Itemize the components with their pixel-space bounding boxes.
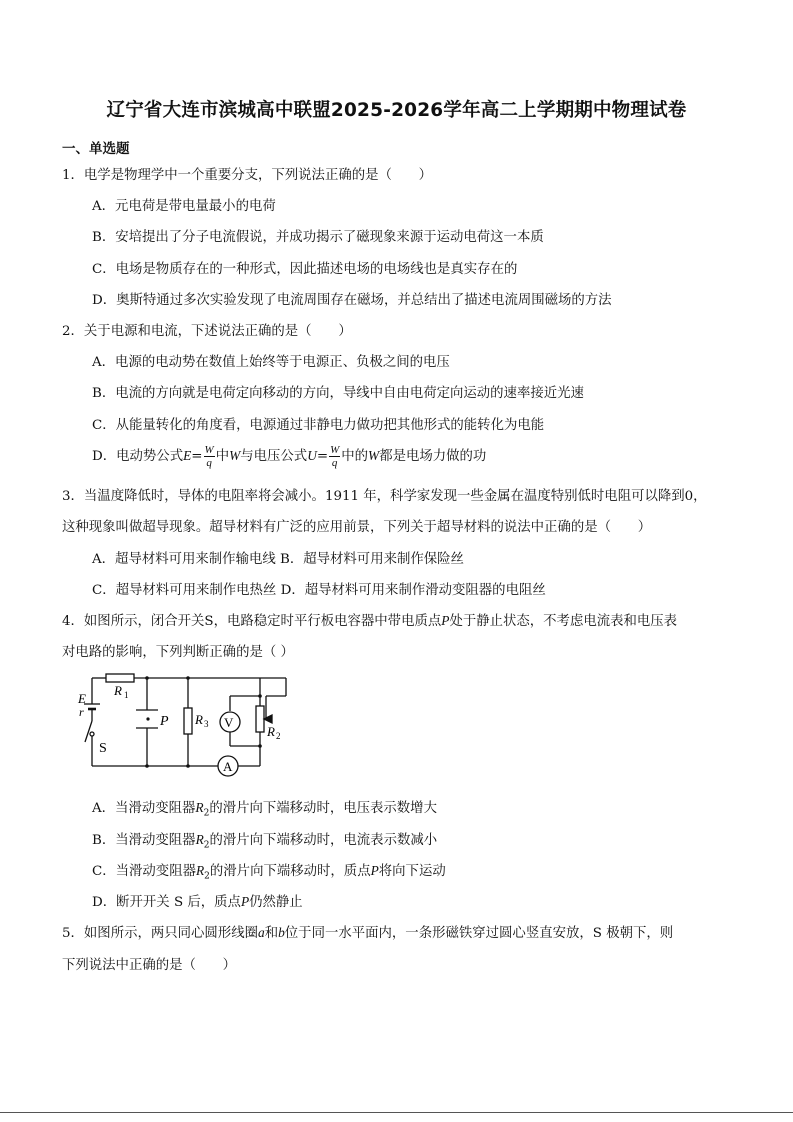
question-2-option-a: A．电源的电动势在数值上始终等于电源正、负极之间的电压 (92, 355, 450, 370)
label-a: A (223, 759, 233, 774)
question-1-option-c: C．电场是物质存在的一种形式，因此描述电场的电场线也是真实存在的 (92, 262, 518, 277)
question-3-options-cd: C．超导材料可用来制作电热丝 D．超导材料可用来制作滑动变阻器的电阻丝 (92, 583, 546, 598)
question-3-stem-line-2: 这种现象叫做超导现象。超导材料有广泛的应用前景，下列关于超导材料的说法中正确的是（ ） (62, 520, 652, 535)
question-1-option-b: B．安培提出了分子电流假说，并成功揭示了磁现象来源于运动电荷这一本质 (92, 230, 544, 245)
label-r1: R (114, 683, 122, 698)
resistor-r3 (184, 708, 192, 734)
label-r3: R (195, 712, 203, 727)
switch-contact (90, 732, 94, 736)
question-4-option-d: D．断开开关 S 后，质点P仍然静止 (92, 894, 303, 910)
question-1-stem: 1．电学是物理学中一个重要分支，下列说法正确的是（ ） (62, 168, 433, 183)
label-r: r (79, 705, 84, 719)
label-r2: R (267, 724, 275, 739)
label-r2-sub: 2 (276, 731, 281, 741)
section-heading: 一、单选题 (62, 141, 130, 157)
label-p: P (160, 714, 169, 729)
label-s: S (99, 741, 107, 756)
page-bottom-rule (0, 1112, 793, 1113)
question-3-stem-line-1: 3．当温度降低时，导体的电阻率将会减小。1911 年，科学家发现一些金属在温度特别低时电阻可以降到0， (62, 489, 707, 504)
question-4-stem-line-1: 4．如图所示，闭合开关S，电路稳定时平行板电容器中带电质点P处于静止状态，不考虑电流表和电压表 (62, 613, 678, 629)
formula-fraction-u: $\frac{W}{q}$ (330, 444, 340, 469)
question-4-option-a: A．当滑动变阻器$R_2$的滑片向下端移动时，电压表示数增大 (92, 800, 437, 819)
question-2-option-c: C．从能量转化的角度看，电源通过非静电力做功把其他形式的能转化为电能 (92, 418, 545, 433)
question-1-option-a: A．元电荷是带电量最小的电荷 (92, 199, 276, 214)
page-title: 辽宁省大连市滨城高中联盟2025-2026学年高二上学期期中物理试卷 (106, 100, 687, 121)
question-4-stem-line-2: 对电路的影响，下列判断正确的是（ ） (62, 645, 294, 660)
label-r1-sub: 1 (124, 690, 129, 700)
question-5-stem-line-2: 下列说法中正确的是（ ） (62, 958, 237, 973)
question-1-option-d: D．奥斯特通过多次实验发现了电流周围存在磁场，并总结出了描述电流周围磁场的方法 (92, 293, 612, 308)
question-2-option-d: D．电动势公式E= $\frac{W}{q}$ 中W与电压公式U= $\frac{W}{q}$ 中的W都是电场力做的功 (92, 444, 487, 469)
question-2-option-b: B．电流的方向就是电荷定向移动的方向，导线中自由电荷定向运动的速率接近光速 (92, 386, 584, 401)
label-e: E (78, 691, 86, 706)
slider-arrow (264, 715, 272, 723)
switch-blade (85, 721, 92, 742)
resistor-r1 (106, 674, 134, 682)
question-5-stem-line-1: 5．如图所示，两只同心圆形线圈a和b位于同一水平面内，一条形磁铁穿过圆心竖直安放，S 极朝下，则 (62, 925, 674, 941)
question-4-option-c: C．当滑动变阻器$R_2$的滑片向下端移动时，质点P将向下运动 (92, 863, 446, 882)
label-r3-sub: 3 (204, 719, 209, 729)
particle-p (146, 717, 149, 720)
circuit-diagram (70, 666, 300, 778)
question-2-stem: 2．关于电源和电流，下述说法正确的是（ ） (62, 324, 352, 339)
formula-fraction-e: $\frac{W}{q}$ (204, 444, 214, 469)
label-v: V (224, 715, 234, 730)
question-3-options-ab: A．超导材料可用来制作输电线 B．超导材料可用来制作保险丝 (92, 552, 464, 567)
question-4-option-b: B．当滑动变阻器$R_2$的滑片向下端移动时，电流表示数减小 (92, 832, 438, 851)
